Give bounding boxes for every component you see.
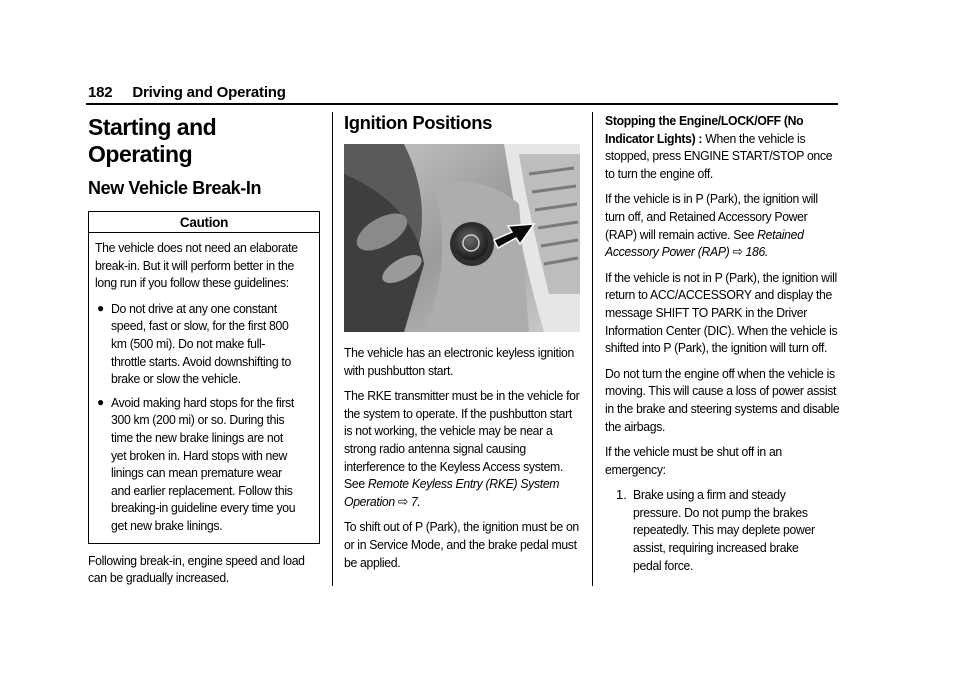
page-number: 182 — [88, 84, 113, 101]
column-3 — [605, 112, 841, 582]
body-paragraph: If the vehicle must be shut off in an emergency: — [605, 444, 782, 477]
page-header — [88, 84, 286, 101]
list-number: 1. — [615, 487, 627, 503]
paragraph-text: When the vehicle is stopped, press ENGINE START/STOP once to turn the engine off. — [605, 130, 833, 181]
body-paragraph: To shift out of P (Park), the ignition must be on or in Service Mode, and the brake pedal must be applied. — [344, 519, 579, 570]
column-1 — [88, 112, 320, 595]
body-paragraph — [605, 112, 841, 182]
section-title: Driving and Operating — [132, 84, 286, 101]
caution-intro: The vehicle does not need an elaborate break-in. But it will perform better in the long run if you follow these guidelines: — [95, 240, 298, 291]
paragraph-text: If the vehicle is in P (Park), the ignition will turn off, and Retained Accessory Power (RAP) will remain active. See — [605, 191, 818, 242]
chapter-heading: Starting and Operating — [88, 114, 217, 167]
body-paragraph: The vehicle has an electronic keyless ignition with pushbutton start. — [344, 345, 574, 378]
list-item — [605, 486, 841, 582]
body-paragraph — [605, 190, 841, 260]
page-reference[interactable]: 186. — [745, 244, 769, 260]
list-item — [95, 394, 313, 541]
section-heading: New Vehicle Break-In — [88, 178, 262, 198]
bullet-icon: ● — [97, 300, 105, 315]
page-ref-arrow-icon: ⇨ — [732, 244, 743, 260]
body-paragraph: Do not turn the engine off when the vehicle is moving. This will cause a loss of power assist in the brake and steering systems and disable the airbags. — [605, 365, 840, 434]
column-2 — [344, 112, 580, 579]
bullet-icon: ● — [97, 394, 105, 409]
run-in-heading: Stopping the Engine/LOCK/OFF (No Indicator Lights) : — [605, 113, 804, 146]
body-paragraph: Following break-in, engine speed and load can be gradually increased. — [88, 552, 305, 586]
column-divider — [332, 112, 333, 586]
list-text: Brake using a firm and steady pressure. Do not pump the brakes repeatedly. This may deplete power assist, requiring increased brake pedal force. — [633, 487, 815, 573]
header-rule — [86, 103, 838, 105]
cross-reference-link[interactable]: Retained Accessory Power (RAP) — [605, 226, 804, 260]
caution-heading: Caution — [89, 212, 319, 233]
bullet-text: Do not drive at any one constant speed, fast or slow, for the first 800 km (500 mi). Do not make full-throttle starts. Avoid downshifting to brake or slow the vehicle. — [111, 300, 291, 387]
section-heading: Ignition Positions — [344, 112, 492, 133]
body-paragraph — [344, 387, 580, 510]
list-item — [95, 300, 313, 394]
ignition-button-photo — [344, 144, 580, 332]
paragraph-text: The RKE transmitter must be in the vehicle for the system to operate. If the pushbutton start is not working, the vehicle may be near a strong radio antenna signal causing interference to the Keyless Access system. See — [344, 388, 580, 492]
page-ref-arrow-icon: ⇨ — [397, 493, 408, 509]
column-divider — [592, 112, 593, 586]
page-reference[interactable]: 7. — [410, 493, 421, 509]
cross-reference-link[interactable]: Remote Keyless Entry (RKE) System Operation — [344, 476, 560, 509]
caution-box — [88, 211, 320, 544]
body-paragraph: If the vehicle is not in P (Park), the ignition will return to ACC/ACCESSORY and display the message SHIFT TO PARK in the Driver Information Center (DIC). When the vehicle is shifted into P (Park), the ignition will turn off. — [605, 269, 838, 356]
bullet-text: Avoid making hard stops for the first 300 km (200 mi) or so. During this time the new brake linings are not yet broken in. Hard stops with new linings can mean premature wear and earlier replacement. Follow this breaking-in guideline every time you get new brake linings. — [111, 394, 296, 533]
